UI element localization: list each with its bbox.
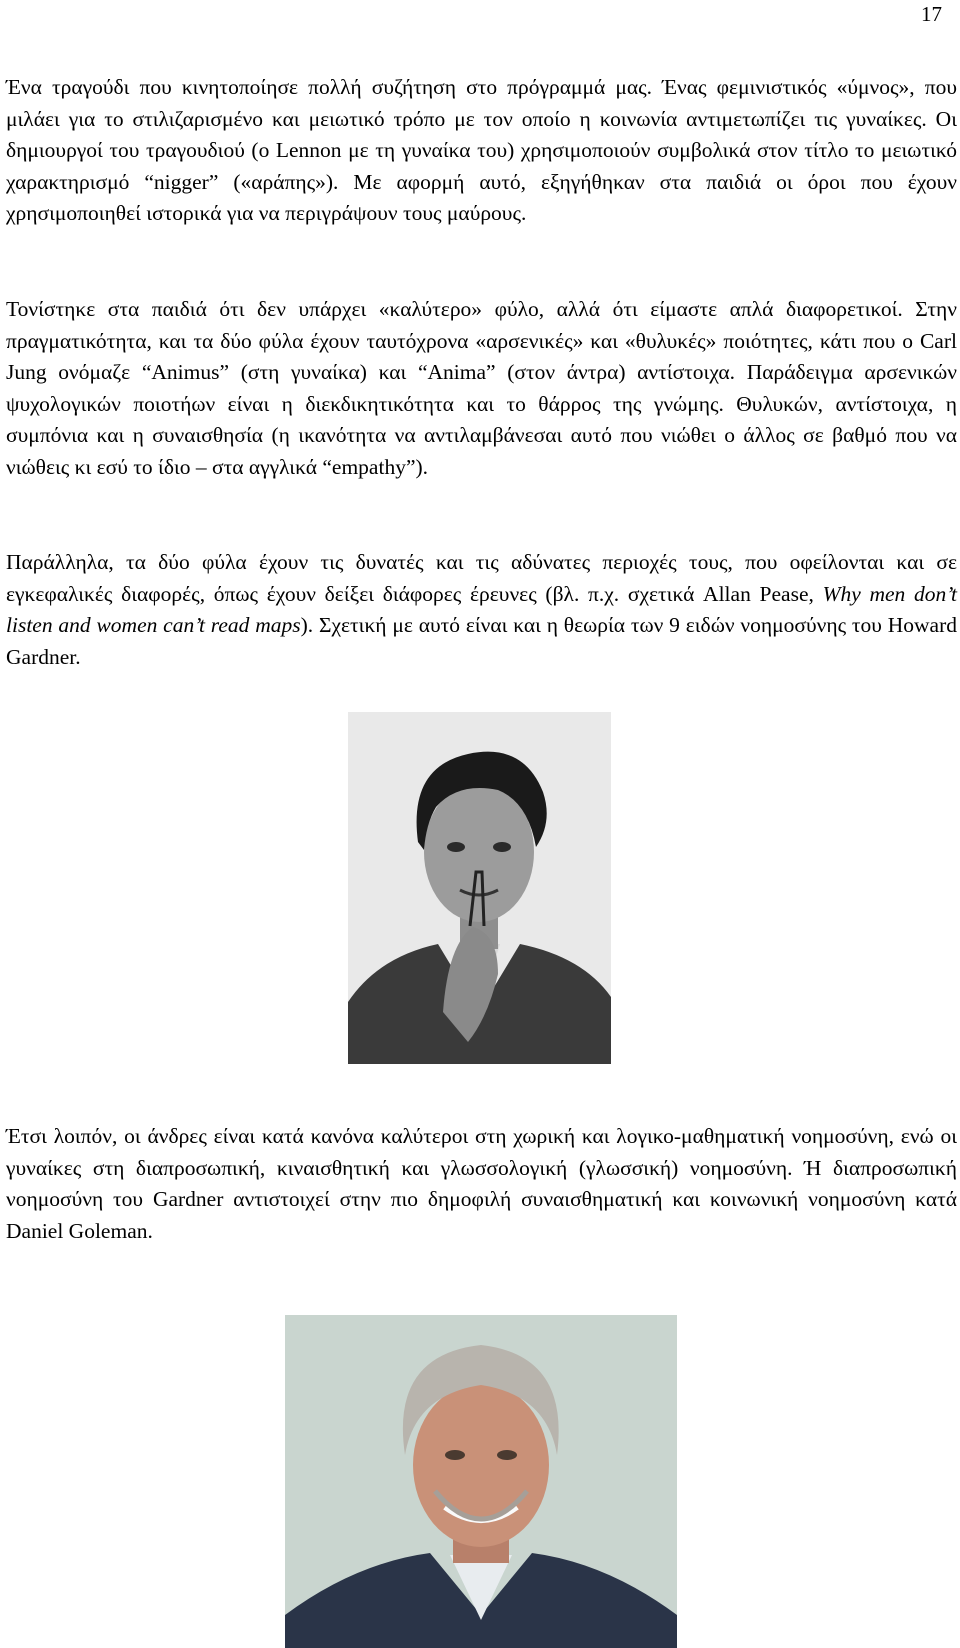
- book-title: Why men don’t listen and women can’t read maps: [6, 581, 957, 638]
- paragraph-brain-differences: [6, 547, 957, 673]
- portrait-photo-color: [285, 1315, 677, 1648]
- paragraph-text-before: Παράλληλα, τα δύο φύλα έχουν τις δυνατές και τις αδύνατες περιοχές τους, που οφείλονται και σε εγκεφαλικές διαφορές, όπως έχουν δείξει διάφορες έρευνες (βλ. π.χ. σχετικά Allan Pease,: [6, 550, 957, 606]
- paragraph-gender-qualities: Τονίστηκε στα παιδιά ότι δεν υπάρχει «καλύτερο» φύλο, αλλά ότι είμαστε απλά διαφορετικοί. Στην πραγματικότητα, και τα δύο φύλα έχουν ταυτόχρονα «αρσενικές» και «θυλυκές» ποιότητες, κάτι που ο Carl Jung ονόμαζε “Animus” (στη γυναίκα) και “Anima” (στον άντρα) αντίστοιχα. Παράδειγμα αρσενικών ψυχολογικών ποιοτήων είναι η διεκδικητικότητα και το θάρρος της γνώμης. Θυλυκών, αντίστοιχα, η συμπόνια και η συναισθησία (η ικανότητα να αντιλαμβάνεσαι αυτό που νιώθει ο άλλος σε βαθμό που να νιώθεις κι εσύ το ίδιο – στα αγγλικά “empathy”).: [6, 297, 957, 479]
- portrait-photo-bw: [348, 712, 611, 1064]
- page-number: 17: [921, 2, 942, 26]
- portrait-bw-drawing: [348, 712, 611, 1064]
- paragraph-song: Ένα τραγούδι που κινητοποίησε πολλή συζήτηση στο πρόγραμμά μας. Ένας φεμινιστικός «ύμνος», που μιλάει για το στιλιζαρισμένο και μειωτικό τρόπο με τον οποίο η κοινωνία αντιμετωπίζει τις γυναίκες. Οι δημιουργοί του τραγουδιού (ο Lennon με τη γυναίκα του) χρησιμοποιούν συμβολικά στον τίτλο το μειωτικό χαρακτηρισμό “nigger” («αράπης»). Με αφορμή αυτό, εξηγήθηκαν στα παιδιά οι όροι που έχουν χρησιμοποιηθεί ιστορικά για να περιγράψουν τους μαύρους.: [6, 75, 957, 226]
- paragraph-text-after: ). Σχετική με αυτό είναι και η θεωρία των 9 ειδών νοημοσύνης του Howard Gardner.: [6, 613, 957, 669]
- portrait-color-drawing: [285, 1315, 677, 1648]
- paragraph-intelligence: Έτσι λοιπόν, οι άνδρες είναι κατά κανόνα καλύτεροι στη χωρική και λογικο-μαθηματική νοημοσύνη, ενώ οι γυναίκες στη διαπροσωπική, κιναισθητική και γλωσσολογική (γλωσσική) νοημοσύνη. Ή διαπροσωπική νοημοσύνη του Gardner αντιστοιχεί στην πιο δημοφιλή συναισθηματική και κοινωνική νοημοσύνη κατά Daniel Goleman.: [6, 1124, 957, 1243]
